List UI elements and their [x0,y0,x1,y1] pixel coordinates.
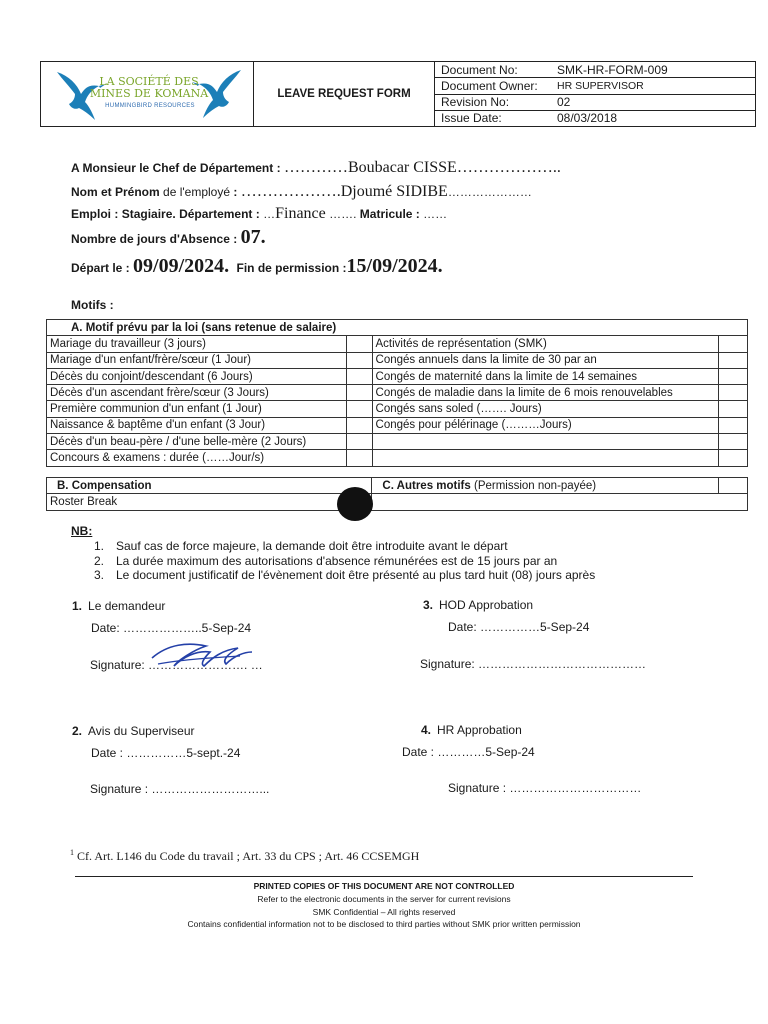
meta-issue-date: Issue Date: 08/03/2018 [441,111,618,126]
section-bc-row [47,494,748,510]
motif-left-checkbox[interactable] [346,417,372,433]
compensation-value[interactable]: Roster Break [47,494,372,510]
meta-document-owner: Document Owner: HR SUPERVISOR [435,78,755,94]
motif-row [47,336,748,352]
motif-right-checkbox[interactable] [719,336,748,352]
motif-legal-table [46,319,748,467]
hod-signature[interactable]: Signature: …………………………………… [420,657,647,671]
motif-row [47,434,748,450]
nb-item: 2. La durée maximum des autorisations d'absence rémunérées est de 15 jours par an [94,553,558,568]
depart-date-value[interactable]: 09/09/2024 [133,255,225,277]
hr-signature[interactable]: Signature : …………………………… [448,781,642,795]
section-a-header: A. Motif prévu par la loi (sans retenue de salaire) [47,320,748,336]
employee-name-value[interactable]: Djoumé SIDIBE [340,183,448,200]
section-bc-header: B. Compensation C. Autres motifs (Permission non-payée) [47,478,748,494]
motif-right-label [372,450,719,466]
motif-right-checkbox[interactable] [719,352,748,368]
document-metadata [435,62,755,126]
nb-item: 1. Sauf cas de force majeure, la demande doit être introduite avant le départ [94,539,508,553]
motif-row [47,385,748,401]
company-logo [41,62,254,126]
motif-right-checkbox[interactable] [719,401,748,417]
motif-row [47,417,748,433]
hr-title: 4. HR Approbation [421,723,522,737]
autres-motifs-value[interactable] [372,494,748,510]
motif-right-label: Congés de maternité dans la limite de 14 semaines [372,368,719,384]
chef-departement-field[interactable]: A Monsieur le Chef de Département : …………Boubacar CISSE……………….. [71,159,561,176]
motif-row [47,352,748,368]
chef-name-value[interactable]: Boubacar CISSE [347,159,457,176]
motif-right-checkbox[interactable] [719,417,748,433]
meta-document-no: Document No: SMK-HR-FORM-009 [435,62,755,78]
motif-right-checkbox[interactable] [719,434,748,450]
motifs-label: Motifs : [71,298,114,312]
logo-subtitle: HUMMINGBIRD RESOURCES [105,103,195,109]
motif-left-checkbox[interactable] [346,352,372,368]
motif-right-checkbox[interactable] [719,368,748,384]
demandeur-date[interactable]: Date: ………………..5-Sep-24 [91,621,252,635]
motif-left-checkbox[interactable] [346,450,372,466]
jours-absence-value[interactable]: 07. [240,226,266,248]
departement-value[interactable]: Finance [275,205,326,222]
motif-left-label: Naissance & baptême d'un enfant (3 Jour) [47,417,347,433]
motif-left-checkbox[interactable] [346,434,372,450]
ink-blot [337,487,373,521]
footnote: $^1$ Cf. Art. L146 du Code du travail ; Art. 33 du CPS ; Art. 46 CCSEMGH [70,848,420,863]
motif-right-label: Congés de maladie dans la limite de 6 mois renouvelables [372,385,719,401]
nb-list [94,539,595,583]
employee-name-field[interactable]: Nom et Prénom de l'employé : ……………….Djoumé SIDIBE………………… [71,183,532,200]
demandeur-signature[interactable]: Signature: ……………………. … [90,658,263,672]
nb-title: NB: [71,524,93,538]
compensation-autres-table [46,477,748,511]
motif-row [47,368,748,384]
motif-left-label: Concours & examens : durée (……Jour/s) [47,450,347,466]
checkbox-autres[interactable] [719,478,748,494]
footer-divider [75,876,693,877]
emploi-value[interactable]: Stagiaire. [121,207,176,221]
meta-revision-no: Revision No: 02 [435,95,755,111]
superviseur-title: 2. Avis du Superviseur [72,724,195,738]
motif-left-label: Décès du conjoint/descendant (6 Jours) [47,368,347,384]
motif-right-label: Congés annuels dans la limite de 30 par an [372,352,719,368]
hod-date[interactable]: Date: ……………5-Sep-24 [448,620,590,634]
logo-wordmark: LA SOCIÉTÉ DES MINES DE KOMANA [89,75,209,100]
superviseur-signature[interactable]: Signature : ………………………... [90,782,270,796]
matricule-value[interactable]: …… [423,207,448,221]
dates-field[interactable]: Départ le : 09/09/2024. Fin de permission :15/09/2024. [71,255,443,277]
fin-permission-value[interactable]: 15/09/2024. [346,255,443,277]
motif-right-label: Congés sans soled (……. Jours) [372,401,719,417]
motif-left-label: Première communion d'un enfant (1 Jour) [47,401,347,417]
motif-row [47,450,748,466]
motif-left-checkbox[interactable] [346,385,372,401]
handwritten-signature-icon [148,636,256,672]
document-header [40,61,756,127]
motif-right-label: Activités de représentation (SMK) [372,336,719,352]
motif-right-label: Congés pour pélérinage (………Jours) [372,417,719,433]
document-footer: PRINTED COPIES OF THIS DOCUMENT ARE NOT CONTROLLED Refer to the electronic documents in the server for current revisions SMK Confidential – All rights reserved Contains confidential information not to be disclosed to third parties without SMK prior written permission [187,881,581,930]
motif-left-label: Décès d'un beau-père / d'une belle-mère (2 Jours) [47,434,347,450]
demandeur-title: 1. Le demandeur [72,599,166,613]
form-title: LEAVE REQUEST FORM [254,62,435,126]
jours-absence-field[interactable]: Nombre de jours d'Absence : 07. [71,226,266,248]
emploi-departement-field[interactable]: Emploi : Stagiaire. Département : …Finance ……. Matricule : …… [71,205,448,222]
hod-title: 3. HOD Approbation [423,598,534,612]
motif-left-label: Décès d'un ascendant frère/sœur (3 Jours) [47,385,347,401]
nb-item: 3. Le document justificatif de l'évènement doit être présenté au plus tard huit (08) jours après [94,568,596,582]
motif-left-checkbox[interactable] [346,368,372,384]
motif-right-label [372,434,719,450]
hr-date[interactable]: Date : …………5-Sep-24 [402,745,535,759]
motif-right-checkbox[interactable] [719,450,748,466]
motif-left-label: Mariage du travailleur (3 jours) [47,336,347,352]
superviseur-date[interactable]: Date : ……………5-sept.-24 [91,746,241,760]
motif-right-checkbox[interactable] [719,385,748,401]
motif-row [47,401,748,417]
motif-left-checkbox[interactable] [346,401,372,417]
motif-left-label: Mariage d'un enfant/frère/sœur (1 Jour) [47,352,347,368]
motif-left-checkbox[interactable] [346,336,372,352]
